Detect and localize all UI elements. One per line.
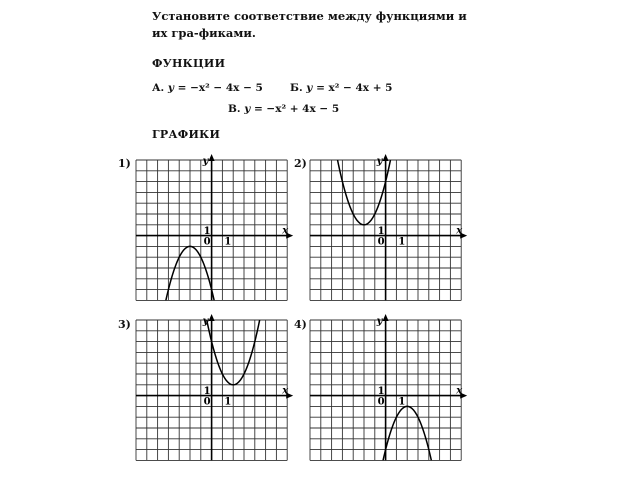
- y-axis-arrow-icon: [383, 314, 389, 321]
- y-axis-label: y: [376, 156, 383, 167]
- y-axis-arrow-icon: [209, 154, 215, 161]
- origin-label: 0: [203, 236, 211, 248]
- graphs-heading: ГРАФИКИ: [152, 128, 221, 141]
- graph-4-label: 4): [294, 318, 307, 331]
- graph-4: [310, 316, 463, 462]
- origin-label: 0: [203, 396, 211, 408]
- y-axis-label: y: [376, 316, 383, 327]
- function-equation: = −x² − 4x − 5: [177, 82, 263, 94]
- unit-y-label: 1: [377, 225, 385, 237]
- graph-2-label: 2): [294, 157, 307, 170]
- x-axis-label: x: [282, 385, 289, 397]
- function-equation: = x² − 4x + 5: [316, 82, 393, 94]
- unit-x-label: 1: [224, 396, 232, 408]
- function-v: [228, 103, 339, 115]
- graph-2: [310, 156, 463, 302]
- unit-x-label: 1: [224, 236, 232, 248]
- graph-3: [136, 316, 289, 462]
- y-axis-arrow-icon: [209, 314, 215, 321]
- graph-1: [136, 156, 289, 302]
- function-y: y: [167, 82, 174, 94]
- functions-heading: ФУНКЦИИ: [152, 57, 226, 70]
- function-letter: Б.: [290, 82, 303, 94]
- function-letter: А.: [152, 82, 165, 94]
- function-equation: = −x² + 4x − 5: [253, 103, 340, 115]
- origin-label: 0: [377, 236, 385, 248]
- unit-x-label: 1: [398, 236, 406, 248]
- function-b: [290, 82, 392, 94]
- y-axis-label: y: [202, 316, 209, 327]
- unit-y-label: 1: [203, 385, 211, 397]
- unit-y-label: 1: [203, 225, 211, 237]
- function-a: [152, 82, 263, 94]
- y-axis-label: y: [202, 156, 209, 167]
- y-axis-arrow-icon: [383, 154, 389, 161]
- unit-x-label: 1: [398, 396, 406, 408]
- graph-3-label: 3): [118, 318, 131, 331]
- origin-label: 0: [377, 396, 385, 408]
- x-axis-label: x: [282, 225, 289, 237]
- unit-y-label: 1: [377, 385, 385, 397]
- function-y: y: [244, 103, 251, 115]
- graph-1-label: 1): [118, 157, 131, 170]
- x-axis-label: x: [456, 225, 463, 237]
- task-text: Установите соответствие между функциями и их гра-фиками.: [152, 9, 467, 40]
- x-axis-label: x: [456, 385, 463, 397]
- function-y: y: [306, 82, 313, 94]
- function-letter: В.: [228, 103, 241, 115]
